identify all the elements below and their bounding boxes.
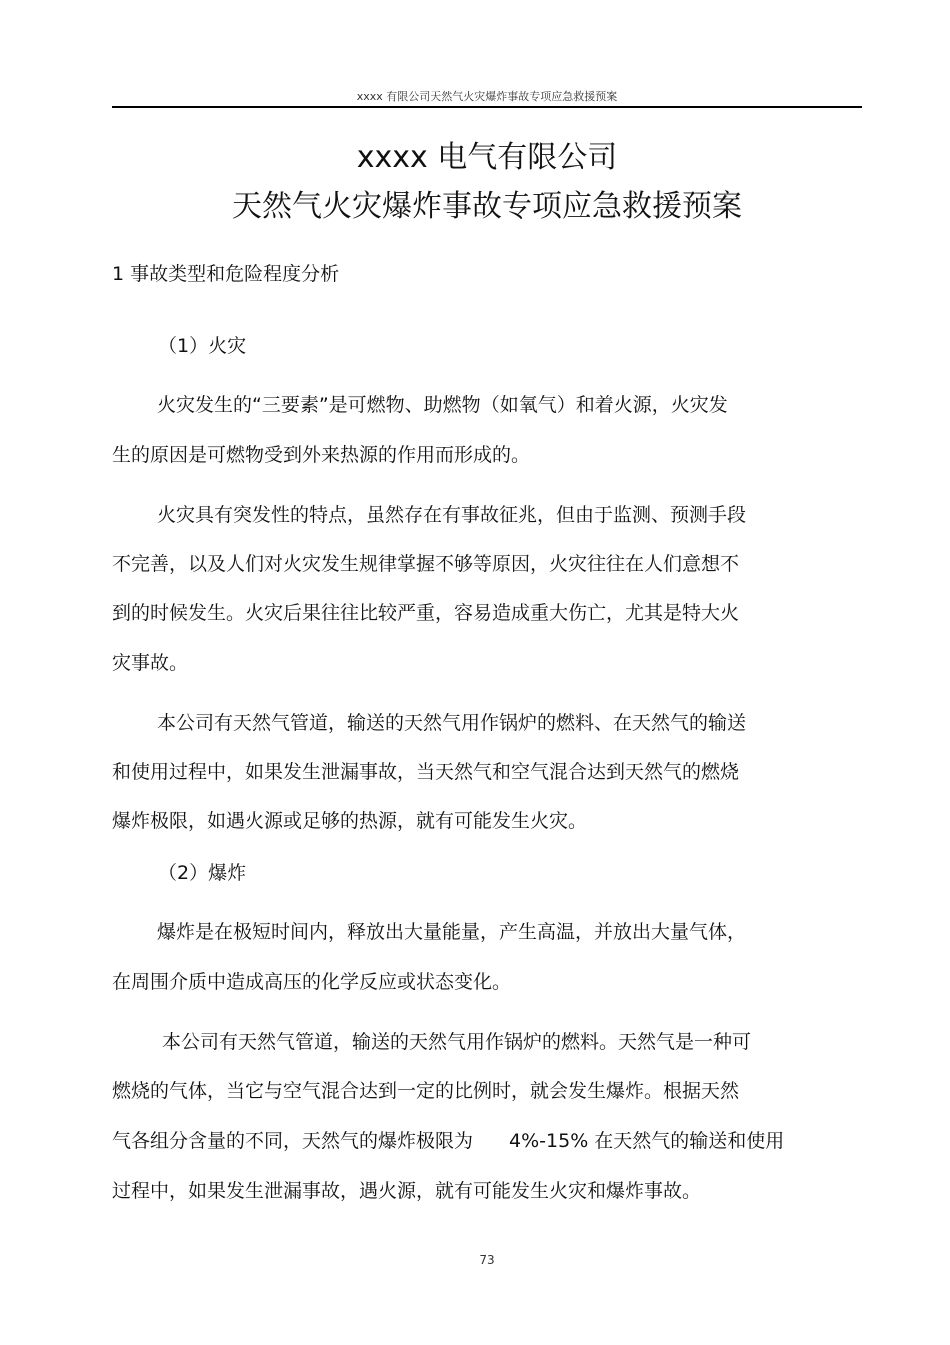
paragraph-line: 过程中，如果发生泄漏事故，遇火源，就有可能发生火灾和爆炸事故。 bbox=[112, 1180, 702, 1202]
paragraph-line: 生的原因是可燃物受到外来热源的作用而形成的。 bbox=[112, 444, 531, 466]
paragraph-line: 在周围介质中造成高压的化学反应或状态变化。 bbox=[112, 971, 512, 993]
subsection-heading-fire: （1）火灾 bbox=[158, 335, 247, 357]
paragraph-text: 气各组分含量的不同，天然气的爆炸极限为 bbox=[112, 1130, 474, 1152]
page-number: 73 bbox=[479, 1253, 495, 1267]
paragraph-line: 火灾发生的“三要素”是可燃物、助燃物（如氧气）和着火源，火灾发 bbox=[157, 394, 728, 416]
paragraph-text: 在天然气的输送和使用 bbox=[594, 1130, 785, 1152]
paragraph-line: 到的时候发生。火灾后果往往比较严重，容易造成重大伤亡，尤其是特大火 bbox=[112, 602, 740, 624]
subsection-heading-explosion: （2）爆炸 bbox=[158, 862, 247, 884]
explosion-limit-value: 4%-15% bbox=[509, 1130, 589, 1152]
document-title-company: xxxx 电气有限公司 bbox=[356, 140, 618, 175]
paragraph-line: 本公司有天然气管道，输送的天然气用作锅炉的燃料。天然气是一种可 bbox=[162, 1031, 752, 1053]
paragraph-line: 火灾具有突发性的特点，虽然存在有事故征兆，但由于监测、预测手段 bbox=[157, 504, 747, 526]
header-rule bbox=[112, 106, 862, 108]
document-title-plan: 天然气火灾爆炸事故专项应急救援预案 bbox=[232, 189, 742, 224]
paragraph-line: 不完善，以及人们对火灾发生规律掌握不够等原因，火灾往往在人们意想不 bbox=[112, 553, 740, 575]
paragraph-line: 燃烧的气体，当它与空气混合达到一定的比例时，就会发生爆炸。根据天然 bbox=[112, 1080, 740, 1102]
paragraph-line: 本公司有天然气管道，输送的天然气用作锅炉的燃料、在天然气的输送 bbox=[157, 712, 747, 734]
running-header: xxxx 有限公司天然气火灾爆炸事故专项应急救援预案 bbox=[356, 90, 618, 103]
paragraph-line bbox=[112, 1128, 784, 1154]
paragraph-line: 灾事故。 bbox=[112, 652, 189, 674]
paragraph-line: 爆炸极限，如遇火源或足够的热源，就有可能发生火灾。 bbox=[112, 810, 588, 832]
paragraph-line: 爆炸是在极短时间内，释放出大量能量，产生高温，并放出大量气体， bbox=[157, 921, 747, 943]
section-heading: 1 事故类型和危险程度分析 bbox=[112, 263, 340, 285]
paragraph-line: 和使用过程中，如果发生泄漏事故，当天然气和空气混合达到天然气的燃烧 bbox=[112, 761, 740, 783]
